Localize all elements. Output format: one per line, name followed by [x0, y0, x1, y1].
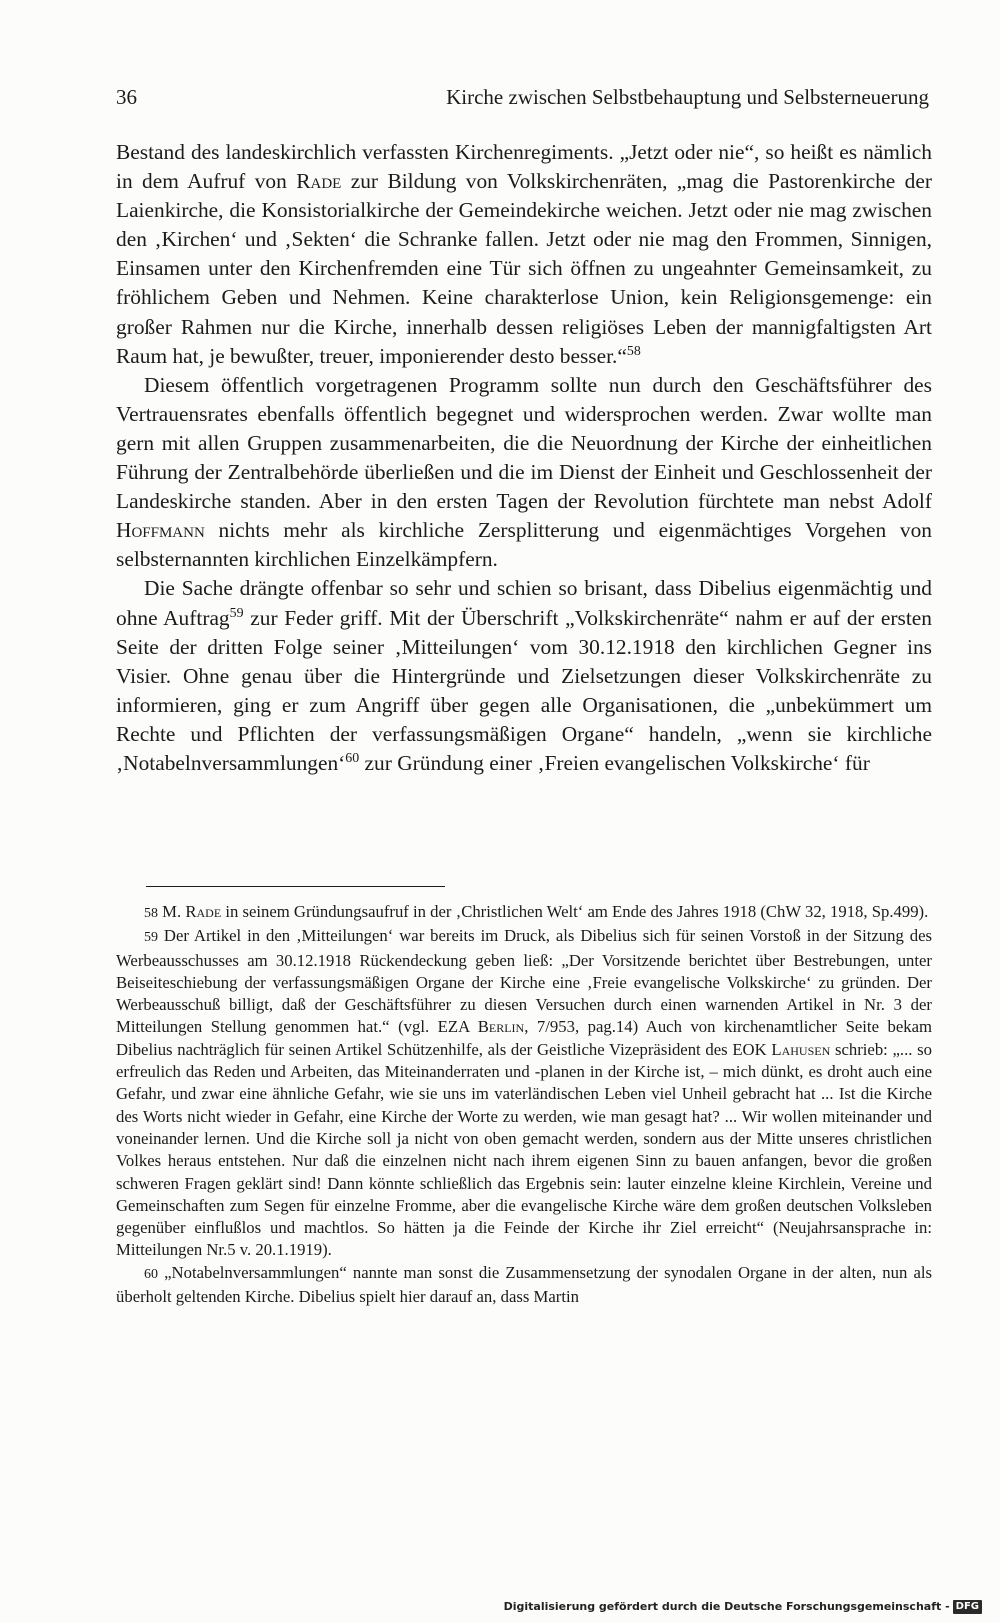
footnote-ref-58[interactable]: 58 — [626, 343, 641, 359]
page-number: 36 — [116, 85, 137, 109]
main-text — [116, 138, 932, 778]
paragraph-2: Diesem öffentlich vorgetragenen Programm sollte nun durch den Geschäftsführer des Vertrauensrates ebenfalls öffentlich begegnet und widersprochen werden. Zwar wollte man gern mit allen Gruppen zusammenarbeiten, die die Neuordnung der Kirche der einheitlichen Führung der Zentralbehörde überließen und die im Dienst der Einheit und Geschlossenheit der Landeskirche standen. Aber in den ersten Tagen der Revolution fürchtete man nebst Adolf Hoffmann nichts mehr als kirchliche Zersplitterung und eigenmächtiges Vorgehen von selbsternannten kirchlichen Einzelkämpfern. — [116, 372, 932, 572]
footnote-60: 60 „Notabelnversammlungen“ nannte man sonst die Zusammensetzung der synodalen Organe in der alten, nun als überholt geltenden Kirche. Dibelius spielt hier darauf an, dass Martin — [116, 1262, 932, 1307]
person-name-rade: Rade — [185, 902, 222, 921]
footnote-ref-60[interactable]: 60 — [345, 750, 360, 766]
dfg-logo: DFG — [953, 1600, 982, 1614]
paragraph-3: Die Sache drängte offenbar so sehr und schien so brisant, dass Dibelius eigenmächtig und ohne Auftrag$^{59}$ zur Feder griff. Mit der Überschrift „Volkskirchenräte“ nahm er auf der ersten Seite der dritten Folge seiner ‚Mitteilungen‘ vom 30.12.1918 den kirchlichen Gegner ins Visier. Ohne genau über die Hintergründe und Zielsetzungen dieser Volkskirchenräte zu informieren, ging er zum Angriff über gegen alle Organisationen, die „unbekümmert um Rechte und Pflichten der verfassungsmäßigen Organe“ handeln, „wenn sie kirchliche ‚Notabelnversammlungen‘$^{60}$ zur Gründung einer ‚Freien evangelischen Volkskirche‘ für — [116, 576, 932, 775]
person-name-rade: Rade — [296, 169, 342, 194]
credit-text: Digitalisierung gefördert durch die Deutsche Forschungsgemeinschaft - — [503, 1600, 950, 1613]
footnotes — [116, 901, 932, 1308]
footnote-59: 59 Der Artikel in den ‚Mitteilungen‘ war bereits im Druck, als Dibelius sich für seinen Vorstoß in der Sitzung des Werbeausschusses am 30.12.1918 Rückendeckung geben ließ: „Der Vorsitzende berichtet über Bestrebungen, unter Beiseiteschiebung der verfassungsmäßigen Organe der Kirche eine ‚Freie evangelische Volkskirche‘ zu gründen. Der Werbeausschuß billigt, daß der Geschäftsführer zu diesen Versuchen durch einen warnenden Artikel in Nr. 3 der Mitteilungen Stellung genommen hat.“ (vgl. EZA Berlin, 7/953, pag.14) Auch von kirchenamtlicher Seite bekam Dibelius nachträglich für seinen Artikel Schützenhilfe, als der Geistliche Vizepräsident des EOK Lahusen schrieb: „... so erfreulich das Reden und Arbeiten, das Miteinanderraten und -planen in der Kirche ist, – mich dünkt, es droht auch eine Gefahr, und zwar eine ähnliche Gefahr, wie sie uns im vaterländischen Leben viel Unheil gebracht hat ... Ist die Kirche des Worts nicht wieder in Gefahr, eine Kirche der Worte zu werden, wie man gesagt hat? ... Wir wollen miteinander und voneinander lernen. Und die Kirche soll ja nicht von oben gemacht werden, sondern aus der Mitte unseres christlichen Volkes heraus entstehen. Nur daß die einzelnen nicht nach ihrem eigenen Sinn zu bauen anfangen, bevor die großen schweren Fragen geklärt sind! Dann könnte schließlich das Ergebnis sein: lauter einzelne kleine Kirchlein, Vereine und Gemeinschaften zum Segen für einzelne Fromme, aber die evangelische Kirche wäre dem großen deutschen Volksleben gegenüber einflußlos und machtlos. So hätten ja die Feinde der Kirche ihr Ziel erreicht“ (Neujahrsansprache in: Mitteilungen Nr.5 v. 20.1.1919). — [116, 926, 933, 1260]
person-name-hoffmann: Hoffmann — [116, 518, 205, 543]
footnote-separator — [146, 886, 445, 887]
footnote-58: 58 M. Rade in seinem Gründungsaufruf in der ‚Christlichen Welt‘ am Ende des Jahres 1918 (ChW 32, 1918, Sp.499). — [144, 902, 929, 921]
person-name-lahusen: Lahusen — [771, 1039, 831, 1059]
footnote-number: 59 — [144, 930, 158, 946]
page-header — [116, 80, 929, 114]
running-title: Kirche zwischen Selbstbehauptung und Selbsterneuerung — [446, 85, 929, 109]
place-name-berlin: Berlin — [477, 1017, 525, 1037]
footnote-number: 60 — [144, 1266, 158, 1282]
footnote-ref-59[interactable]: 59 — [229, 605, 244, 621]
paragraph-1: Bestand des landeskirchlich verfassten Kirchenregiments. „Jetzt oder nie“, so heißt es nämlich in dem Aufruf von Rade zur Bildung von Volkskirchenräten, „mag die Pastorenkirche der Laienkirche, die Konsistorialkirche der Gemeindekirche weichen. Jetzt oder nie mag zwischen den ‚Kirchen‘ und ‚Sekten‘ die Schranke fallen. Jetzt oder nie mag den Frommen, Sinnigen, Einsamen unter den Kirchenfremden eine Tür sich öffnen zu ungeahnter Gemeinsamkeit, zu fröhlichem Geben und Nehmen. Keine charakterlose Union, kein Religionsgemenge: ein großer Rahmen nur die Kirche, innerhalb dessen religiöses Leben der mannigfaltigsten Art Raum hat, je bewußter, treuer, imponierender desto besser.“$^{58}$ — [116, 140, 932, 368]
digitization-credit — [504, 1597, 982, 1617]
footnote-number: 58 — [144, 906, 158, 921]
